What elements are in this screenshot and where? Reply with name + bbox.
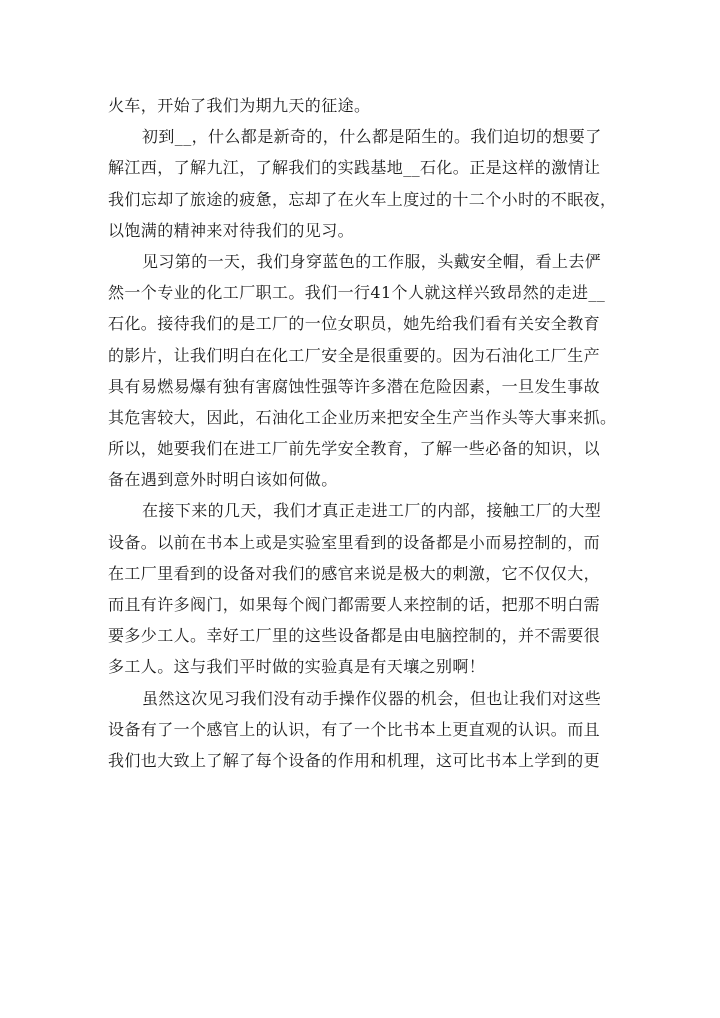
text-line: 所以，她要我们在进工厂前先学安全教育，了解一些必备的知识，以 — [108, 439, 601, 459]
text-line: 多工人。这与我们平时做的实验真是有天壤之别啊！ — [108, 657, 486, 677]
text-line: 见习第的一天，我们身穿蓝色的工作服，头戴安全帽，看上去俨 — [142, 251, 602, 271]
paragraph-1 — [108, 90, 612, 121]
paragraph-2 — [108, 121, 617, 246]
text-line: 解江西，了解九江，了解我们的实践基地__石化。正是这样的激情让 — [108, 158, 601, 178]
text-line: 火车，开始了我们为期九天的征途。 — [108, 96, 371, 115]
paragraph-4 — [108, 495, 612, 682]
text-line: 在工厂里看到的设备对我们的感官来说是极大的刺激，它不仅仅大， — [108, 563, 601, 583]
text-line: 而且有许多阀门，如果每个阀门都需要人来控制的话，把那不明白需 — [108, 595, 601, 614]
text-line: 在接下来的几天，我们才真正走进工厂的内部，接触工厂的大型 — [142, 501, 602, 521]
text-line: 具有易燃易爆有独有害腐蚀性强等许多潜在危险因素，一旦发生事故 — [108, 376, 601, 396]
text-line: 虽然这次见习我们没有动手操作仪器的机会，但也让我们对这些 — [142, 688, 602, 708]
text-line: 要多少工人。幸好工厂里的这些设备都是由电脑控制的，并不需要很 — [108, 626, 601, 646]
text-line: 设备有了一个感官上的认识，有了一个比书本上更直观的认识。而且 — [108, 719, 601, 739]
text-line: 我们忘却了旅途的疲惫，忘却了在火车上度过的十二个小时的不眠夜， — [108, 189, 617, 209]
text-line: 石化。接待我们的是工厂的一位女职员，她先给我们看有关安全教育 — [108, 314, 601, 334]
paragraph-3 — [108, 246, 617, 496]
text-line: 备在遇到意外时明白该如何做。 — [108, 470, 338, 490]
text-line: 的影片，让我们明白在化工厂安全是很重要的。因为石油化工厂生产 — [108, 345, 601, 365]
text-line: 然一个专业的化工厂职工。我们一行41个人就这样兴致昂然的走进__ — [108, 283, 606, 303]
text-line: 初到__，什么都是新奇的，什么都是陌生的。我们迫切的想要了 — [142, 127, 602, 147]
text-line: 以饱满的精神来对待我们的见习。 — [108, 220, 355, 240]
document-body — [108, 90, 617, 776]
paragraph-5 — [108, 683, 612, 777]
text-line: 其危害较大，因此，石油化工企业历来把安全生产当作头等大事来抓。 — [108, 407, 617, 427]
text-line: 我们也大致上了解了每个设备的作用和机理，这可比书本上学到的更 — [108, 750, 601, 770]
text-line: 设备。以前在书本上或是实验室里看到的设备都是小而易控制的，而 — [108, 532, 601, 552]
